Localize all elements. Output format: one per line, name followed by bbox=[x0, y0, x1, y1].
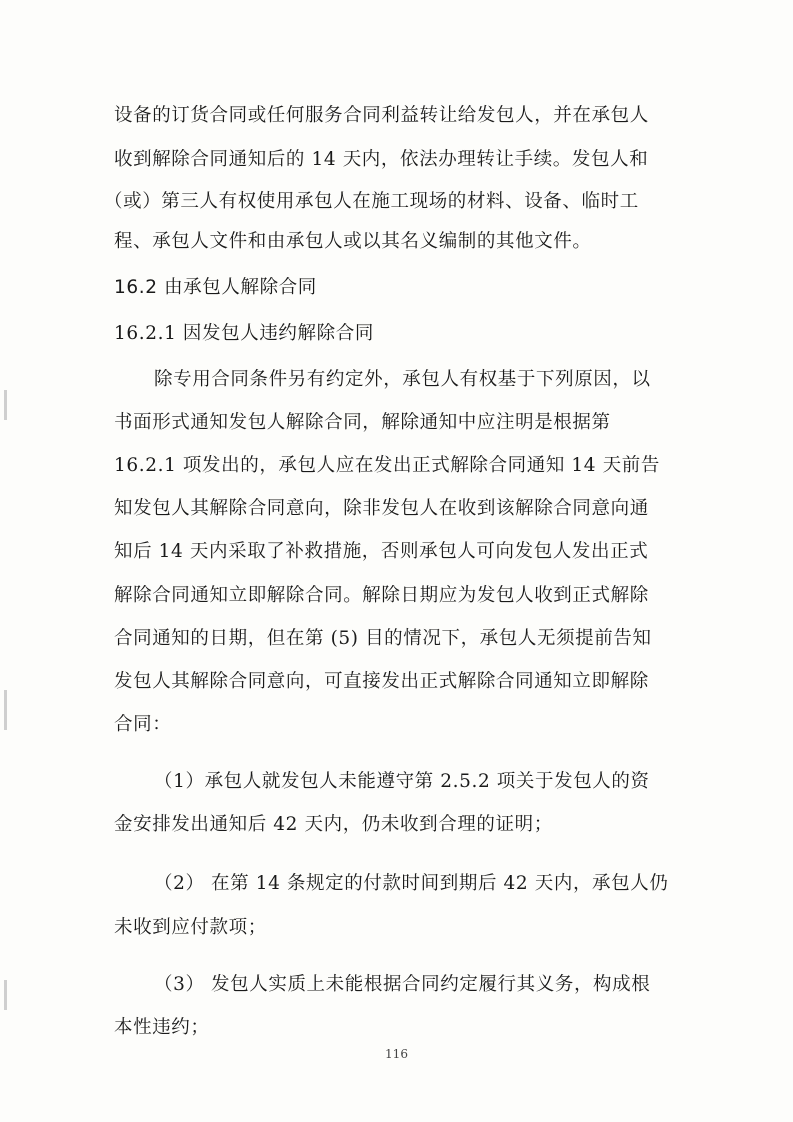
scan-artifact bbox=[4, 980, 7, 1010]
scan-artifact bbox=[4, 690, 7, 730]
document-page: 设备的订货合同或任何服务合同利益转让给发包人，并在承包人 收到解除合同通知后的 14 天内，依法办理转让手续。发包人和 （或）第三人有权使用承包人在施工现场的材料、设备、临时工 程、承包人文件和由承包人或以其名义编制的其他文件。 16.2 由承包人解除合同 16.2.1 因发包人违约解除合同 除专用合同条件另有约定外，承包人有权基于下列原因，以 书面形式通知发包人解除合同，解除通知中应注明是根据第 16.2.1 项发出的，承包人应在发出正式解除合同通知 14 天前告 知发包人其解除合同意向，除非发包人在收到该解除合同意向通 知后 14 天内采取了补救措施，否则承包人可向发包人发出正式 解除合同通知立即解除合同。解除日期应为发包人收到正式解除 合同通知的日期，但在第 (5) 目的情况下，承包人无须提前告知 发包人其解除合同意向，可直接发出正式解除合同通知立即解除 合同： （1）承包人就发包人未能遵守第 2.5.2 项关于发包人的资 金安排发出通知后 42 天内，仍未收到合理的证明； （2） 在第 14 条规定的付款时间到期后 42 天内，承包人仍 未收到应付款项； （3） 发包人实质上未能根据合同约定履行其义务，构成根 本性违约； 116 bbox=[0, 0, 793, 1122]
page-number: 116 bbox=[385, 1047, 408, 1061]
scan-artifact bbox=[4, 390, 7, 420]
